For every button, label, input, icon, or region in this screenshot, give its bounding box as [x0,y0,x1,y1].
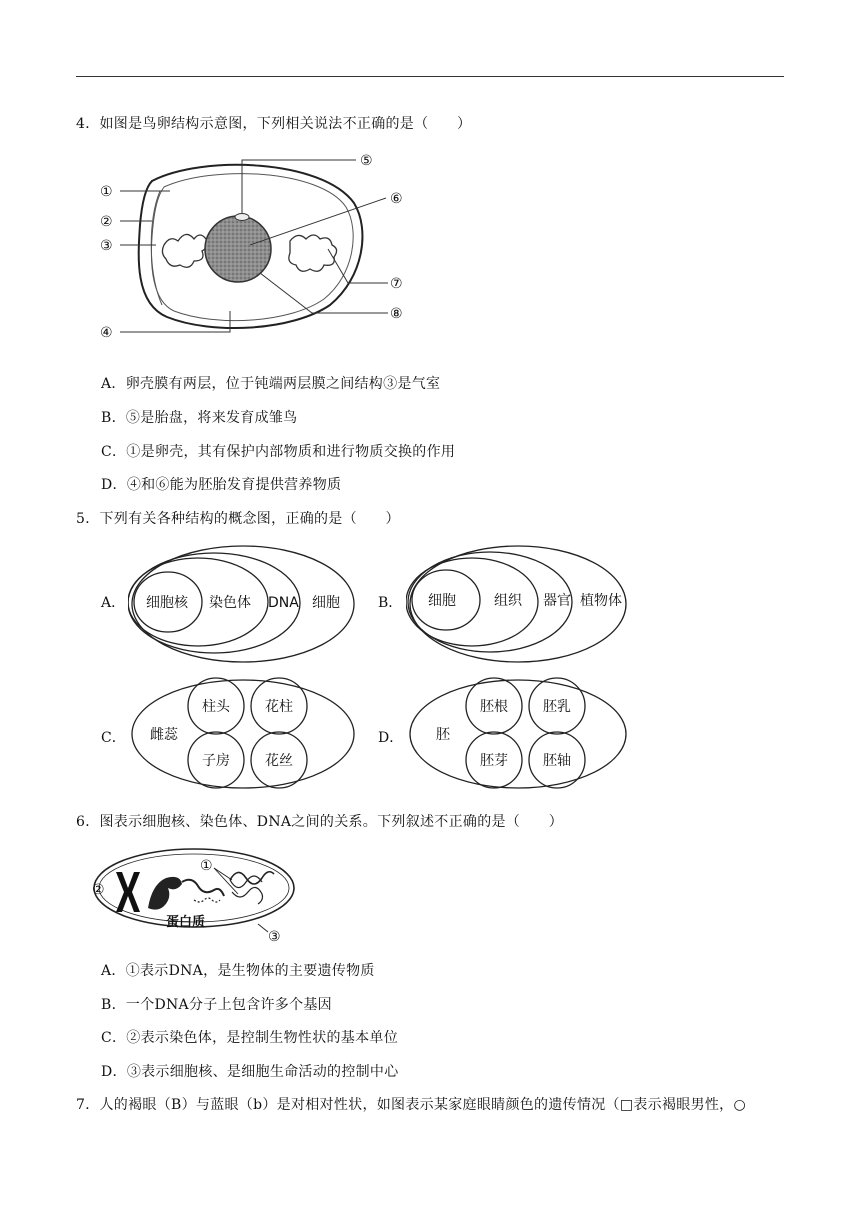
q5c-item-ovary: 子房 [202,753,230,769]
q5d-item-plumule: 胚芽 [480,753,508,769]
egg-label-8: ⑧ [390,306,403,322]
egg-label-1: ① [100,184,113,200]
bird-egg-diagram [92,145,412,350]
egg-label-3: ③ [100,238,113,254]
q5c-outer-pistil: 雌蕊 [150,727,178,743]
q4-option-c[interactable]: C．①是卵壳，其有保护内部物质和进行物质交换的作用 [101,444,456,460]
q6-option-c[interactable]: C．②表示染色体，是控制生物性状的基本单位 [101,1030,399,1046]
q5d-item-hypocotyl: 胚轴 [543,753,571,769]
q5-option-c-label[interactable]: C． [101,730,126,746]
q5-option-b-label[interactable]: B． [378,595,403,611]
q4-option-d[interactable]: D．④和⑥能为胚胎发育提供营养物质 [101,477,342,493]
q5-option-a-label[interactable]: A． [101,595,126,611]
egg-label-2: ② [100,214,113,230]
q5c-item-filament: 花丝 [265,753,293,769]
chromosome-x-shape [116,872,140,912]
q5b-item-plant: 植物体 [580,593,622,609]
q5a-item-dna: DNA [268,595,299,611]
q5b-item-organ: 器官 [543,593,571,609]
nucleus-chromosome-dna-diagram [82,842,302,946]
question-7-stem: 7．人的褐眼（B）与蓝眼（b）是对相对性状，如图表示某家庭眼睛颜色的遗传情况（□表示褐眼男性，○ [76,1097,746,1113]
q6-option-b[interactable]: B．一个DNA分子上包含许多个基因 [101,997,332,1013]
q6-label-3: ③ [268,929,281,945]
question-6-stem: 6．图表示细胞核、染色体、DNA之间的关系。下列叙述不正确的是（ ） [76,814,563,830]
q5b-item-tissue: 组织 [494,593,522,609]
q6-label-protein: 蛋白质 [166,915,206,930]
q6-option-d[interactable]: D．③表示细胞核、是细胞生命活动的控制中心 [101,1064,399,1080]
air-chamber [151,191,162,305]
q4-option-b[interactable]: B．⑤是胎盘，将来发育成雏鸟 [101,410,298,426]
q5-option-d-label[interactable]: D． [378,730,404,746]
q6-option-a[interactable]: A．①表示DNA，是生物体的主要遗传物质 [101,963,375,979]
q5a-item-cell: 细胞 [312,595,340,611]
egg-label-6: ⑥ [390,191,403,207]
chalaza-left [162,234,207,267]
q4-option-a[interactable]: A．卵壳膜有两层，位于钝端两层膜之间结构③是气室 [101,376,441,392]
q5-option-d-diagram[interactable] [406,676,632,792]
germinal-disc [235,214,249,221]
q5a-item-nucleus: 细胞核 [146,595,188,611]
q5d-item-radicle: 胚根 [480,699,508,715]
q5d-outer-embryo: 胚 [436,727,450,743]
question-4-stem: 4．如图是鸟卵结构示意图，下列相关说法不正确的是（ ） [76,116,472,132]
q5-option-c-diagram[interactable] [128,676,360,792]
egg-label-5: ⑤ [360,153,373,169]
q5-option-b-diagram[interactable] [406,542,632,666]
q6-label-2: ② [92,882,105,898]
q5-option-a-diagram[interactable] [128,542,360,666]
q5d-item-endosperm: 胚乳 [543,699,571,715]
egg-label-4: ④ [100,325,113,341]
dna-helix [230,872,274,884]
chalaza-right [289,235,337,271]
question-5-stem: 5．下列有关各种结构的概念图，正确的是（ ） [76,511,400,527]
q5a-item-chromosome: 染色体 [209,595,251,611]
header-rule [76,76,784,77]
egg-label-7: ⑦ [390,276,403,292]
q5c-item-style: 花柱 [265,699,293,715]
q5b-item-cell: 细胞 [428,593,456,609]
q5c-item-stigma: 柱头 [202,699,230,715]
chromatin-coil [148,877,182,910]
q6-label-1: ① [200,858,213,874]
egg-yolk [205,216,271,282]
